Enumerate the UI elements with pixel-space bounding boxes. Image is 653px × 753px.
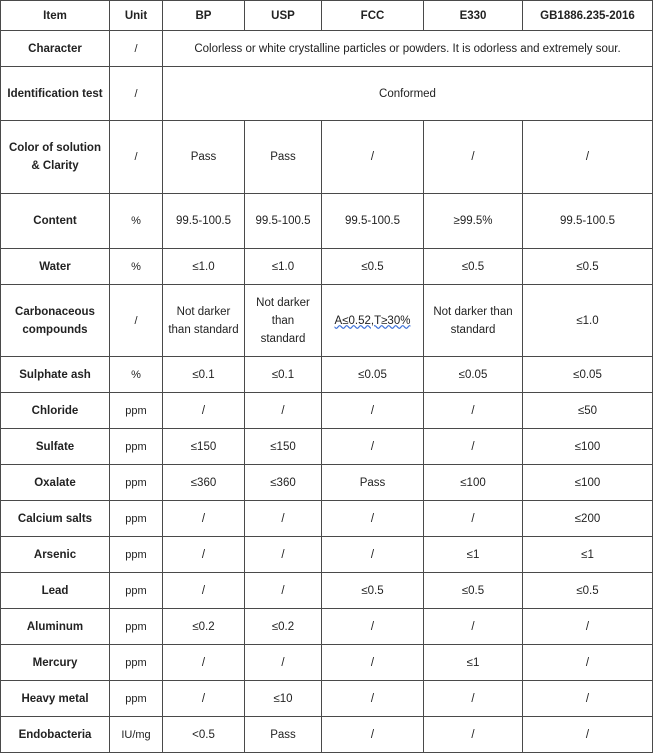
value-cell: / — [163, 393, 245, 429]
value-cell: / — [322, 537, 424, 573]
value-cell: / — [523, 645, 653, 681]
value-cell: ≤100 — [523, 465, 653, 501]
value-cell: / — [322, 429, 424, 465]
value-cell: ≤0.5 — [523, 249, 653, 285]
unit-cell: IU/mg — [110, 717, 163, 753]
value-cell: A≤0.52,T≥30% — [322, 285, 424, 357]
table-row — [1, 645, 653, 681]
value-cell: Not darker than standard — [163, 285, 245, 357]
value-cell: / — [523, 121, 653, 194]
value-cell: ≤1.0 — [523, 285, 653, 357]
value-cell: ≤0.5 — [424, 573, 523, 609]
value-cell: / — [424, 393, 523, 429]
value-cell: 99.5-100.5 — [322, 194, 424, 249]
value-cell: / — [245, 573, 322, 609]
value-cell: ≤100 — [424, 465, 523, 501]
value-cell: ≤1 — [523, 537, 653, 573]
value-cell: Pass — [163, 121, 245, 194]
value-cell: / — [322, 121, 424, 194]
value-cell: ≤0.1 — [163, 357, 245, 393]
value-cell: / — [322, 645, 424, 681]
merged-value-cell: Conformed — [163, 67, 653, 121]
value-cell: ≤0.2 — [245, 609, 322, 645]
table-row — [1, 393, 653, 429]
unit-cell: / — [110, 31, 163, 67]
value-cell: ≤50 — [523, 393, 653, 429]
value-cell: / — [163, 573, 245, 609]
table-row — [1, 194, 653, 249]
unit-cell: ppm — [110, 645, 163, 681]
value-cell: / — [245, 537, 322, 573]
unit-cell: % — [110, 357, 163, 393]
header-e330: E330 — [424, 1, 523, 31]
value-cell: / — [424, 717, 523, 753]
item-cell: Identification test — [1, 67, 110, 121]
value-cell: / — [424, 429, 523, 465]
item-cell: Endobacteria — [1, 717, 110, 753]
value-cell: ≤10 — [245, 681, 322, 717]
value-cell: ≤200 — [523, 501, 653, 537]
unit-cell: / — [110, 285, 163, 357]
table-row — [1, 609, 653, 645]
value-cell: ≤1.0 — [163, 249, 245, 285]
header-unit: Unit — [110, 1, 163, 31]
item-cell: Oxalate — [1, 465, 110, 501]
value-cell: ≤360 — [245, 465, 322, 501]
value-cell: ≥99.5% — [424, 194, 523, 249]
item-cell: Sulfate — [1, 429, 110, 465]
value-cell: ≤100 — [523, 429, 653, 465]
value-cell: / — [322, 393, 424, 429]
header-row — [1, 1, 653, 31]
table-row — [1, 285, 653, 357]
value-cell: ≤0.5 — [322, 573, 424, 609]
value-cell: / — [424, 121, 523, 194]
value-cell: / — [163, 681, 245, 717]
value-cell: / — [163, 645, 245, 681]
value-cell: 99.5-100.5 — [163, 194, 245, 249]
item-cell: Aluminum — [1, 609, 110, 645]
value-cell: ≤0.5 — [322, 249, 424, 285]
unit-cell: / — [110, 121, 163, 194]
table-row — [1, 537, 653, 573]
value-cell: / — [424, 501, 523, 537]
item-cell: Calcium salts — [1, 501, 110, 537]
value-cell: / — [245, 645, 322, 681]
item-cell: Water — [1, 249, 110, 285]
value-cell: Pass — [322, 465, 424, 501]
header-bp: BP — [163, 1, 245, 31]
header-gb: GB1886.235-2016 — [523, 1, 653, 31]
table-row — [1, 681, 653, 717]
item-cell: Color of solution & Clarity — [1, 121, 110, 194]
unit-cell: ppm — [110, 537, 163, 573]
value-cell: Not darker than standard — [245, 285, 322, 357]
table-row — [1, 717, 653, 753]
unit-cell: ppm — [110, 429, 163, 465]
item-cell: Sulphate ash — [1, 357, 110, 393]
item-cell: Mercury — [1, 645, 110, 681]
value-cell: / — [424, 609, 523, 645]
merged-value-cell: Colorless or white crystalline particles or powders. It is odorless and extremely sour. — [163, 31, 653, 67]
value-cell: Not darker than standard — [424, 285, 523, 357]
unit-cell: % — [110, 249, 163, 285]
value-cell: ≤0.05 — [322, 357, 424, 393]
table-row — [1, 501, 653, 537]
item-cell: Arsenic — [1, 537, 110, 573]
value-cell: / — [322, 681, 424, 717]
table-row — [1, 357, 653, 393]
header-usp: USP — [245, 1, 322, 31]
table-row — [1, 573, 653, 609]
value-cell: ≤150 — [245, 429, 322, 465]
value-cell: ≤1.0 — [245, 249, 322, 285]
table-row — [1, 429, 653, 465]
value-cell: ≤0.5 — [424, 249, 523, 285]
value-cell: / — [163, 537, 245, 573]
value-cell: ≤150 — [163, 429, 245, 465]
value-cell: / — [322, 609, 424, 645]
unit-cell: ppm — [110, 573, 163, 609]
item-cell: Character — [1, 31, 110, 67]
value-cell: / — [322, 501, 424, 537]
unit-cell: / — [110, 67, 163, 121]
value-cell: ≤1 — [424, 645, 523, 681]
value-cell: ≤0.2 — [163, 609, 245, 645]
item-cell: Lead — [1, 573, 110, 609]
value-cell: ≤0.05 — [523, 357, 653, 393]
value-cell: Pass — [245, 717, 322, 753]
unit-cell: % — [110, 194, 163, 249]
value-cell: ≤0.5 — [523, 573, 653, 609]
value-cell: <0.5 — [163, 717, 245, 753]
value-cell: Pass — [245, 121, 322, 194]
table-row — [1, 67, 653, 121]
value-cell: / — [523, 717, 653, 753]
value-cell: / — [245, 393, 322, 429]
value-cell: / — [523, 609, 653, 645]
header-item: Item — [1, 1, 110, 31]
item-cell: Heavy metal — [1, 681, 110, 717]
value-cell: ≤1 — [424, 537, 523, 573]
value-cell: / — [163, 501, 245, 537]
value-cell: ≤360 — [163, 465, 245, 501]
unit-cell: ppm — [110, 465, 163, 501]
table-row — [1, 249, 653, 285]
value-cell: ≤0.1 — [245, 357, 322, 393]
unit-cell: ppm — [110, 609, 163, 645]
value-cell: / — [245, 501, 322, 537]
value-cell: / — [424, 681, 523, 717]
item-cell: Carbonaceous compounds — [1, 285, 110, 357]
table-row — [1, 465, 653, 501]
value-cell: ≤0.05 — [424, 357, 523, 393]
unit-cell: ppm — [110, 681, 163, 717]
value-cell: / — [523, 681, 653, 717]
value-cell: 99.5-100.5 — [523, 194, 653, 249]
item-cell: Chloride — [1, 393, 110, 429]
value-cell: 99.5-100.5 — [245, 194, 322, 249]
table-row — [1, 31, 653, 67]
unit-cell: ppm — [110, 393, 163, 429]
header-fcc: FCC — [322, 1, 424, 31]
value-cell: / — [322, 717, 424, 753]
item-cell: Content — [1, 194, 110, 249]
unit-cell: ppm — [110, 501, 163, 537]
table-row — [1, 121, 653, 194]
